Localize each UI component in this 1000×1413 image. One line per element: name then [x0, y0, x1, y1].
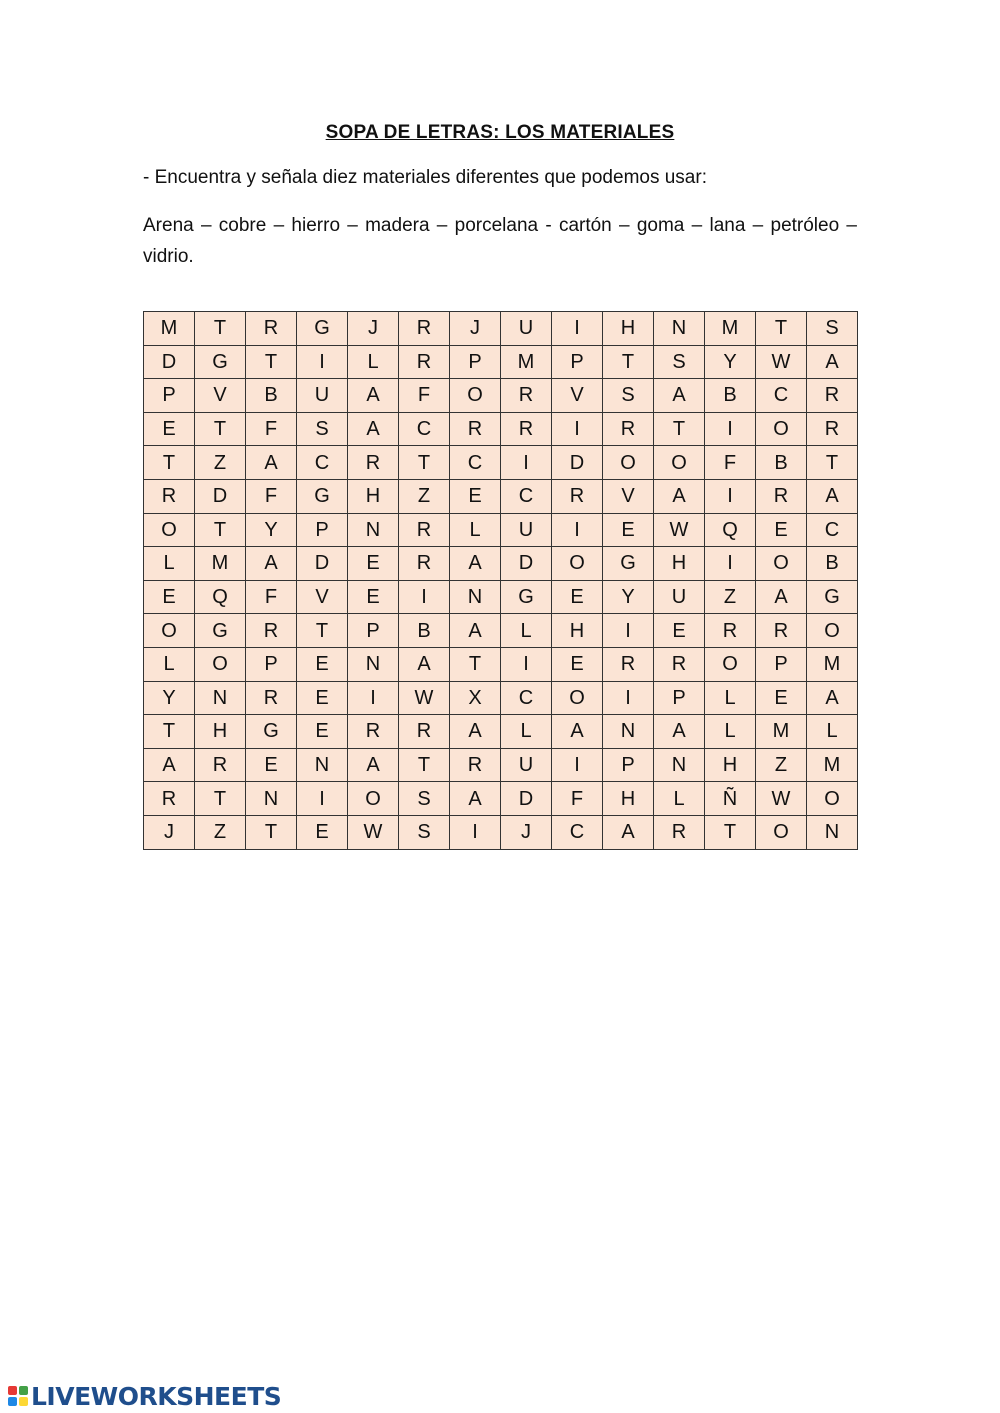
- grid-cell[interactable]: C: [399, 412, 450, 446]
- grid-cell[interactable]: Z: [705, 580, 756, 614]
- grid-cell[interactable]: R: [450, 412, 501, 446]
- grid-cell[interactable]: L: [705, 681, 756, 715]
- grid-cell[interactable]: E: [756, 513, 807, 547]
- grid-row: [144, 580, 858, 614]
- grid-cell[interactable]: V: [297, 580, 348, 614]
- grid-cell[interactable]: W: [756, 782, 807, 816]
- grid-cell[interactable]: U: [501, 312, 552, 346]
- grid-cell[interactable]: E: [552, 647, 603, 681]
- grid-cell[interactable]: P: [552, 345, 603, 379]
- grid-cell[interactable]: R: [603, 647, 654, 681]
- grid-cell[interactable]: M: [144, 312, 195, 346]
- grid-row: [144, 681, 858, 715]
- grid-cell[interactable]: S: [807, 312, 858, 346]
- grid-cell[interactable]: A: [807, 479, 858, 513]
- grid-cell[interactable]: O: [144, 513, 195, 547]
- grid-cell[interactable]: G: [501, 580, 552, 614]
- grid-cell[interactable]: D: [552, 446, 603, 480]
- grid-cell[interactable]: I: [603, 614, 654, 648]
- grid-cell[interactable]: C: [501, 681, 552, 715]
- grid-cell[interactable]: P: [654, 681, 705, 715]
- grid-cell[interactable]: A: [756, 580, 807, 614]
- grid-cell[interactable]: Ñ: [705, 782, 756, 816]
- grid-row: [144, 379, 858, 413]
- grid-cell[interactable]: E: [144, 580, 195, 614]
- grid-cell[interactable]: L: [501, 715, 552, 749]
- grid-cell[interactable]: N: [654, 312, 705, 346]
- grid-cell[interactable]: R: [399, 547, 450, 581]
- grid-row: [144, 782, 858, 816]
- grid-cell[interactable]: T: [195, 412, 246, 446]
- grid-cell[interactable]: D: [144, 345, 195, 379]
- grid-cell[interactable]: I: [297, 345, 348, 379]
- grid-cell[interactable]: D: [501, 547, 552, 581]
- grid-cell[interactable]: G: [195, 614, 246, 648]
- grid-cell[interactable]: A: [450, 715, 501, 749]
- grid-cell[interactable]: T: [246, 815, 297, 849]
- grid-row: [144, 748, 858, 782]
- grid-cell[interactable]: L: [144, 647, 195, 681]
- grid-cell[interactable]: L: [807, 715, 858, 749]
- grid-cell[interactable]: W: [348, 815, 399, 849]
- grid-cell[interactable]: E: [603, 513, 654, 547]
- word-list: Arena – cobre – hierro – madera – porcelana - cartón – goma – lana – petróleo – vidrio.: [143, 215, 857, 267]
- grid-cell[interactable]: Q: [195, 580, 246, 614]
- grid-cell[interactable]: G: [195, 345, 246, 379]
- grid-cell[interactable]: T: [756, 312, 807, 346]
- grid-cell[interactable]: A: [246, 446, 297, 480]
- grid-cell[interactable]: I: [552, 312, 603, 346]
- grid-cell[interactable]: H: [552, 614, 603, 648]
- grid-cell[interactable]: J: [501, 815, 552, 849]
- grid-cell[interactable]: P: [348, 614, 399, 648]
- grid-cell[interactable]: A: [552, 715, 603, 749]
- grid-cell[interactable]: I: [552, 748, 603, 782]
- grid-cell[interactable]: O: [756, 547, 807, 581]
- grid-cell[interactable]: G: [246, 715, 297, 749]
- grid-cell[interactable]: Z: [756, 748, 807, 782]
- grid-cell[interactable]: R: [348, 715, 399, 749]
- grid-cell[interactable]: B: [705, 379, 756, 413]
- grid-cell[interactable]: H: [348, 479, 399, 513]
- grid-cell[interactable]: J: [450, 312, 501, 346]
- grid-cell[interactable]: M: [756, 715, 807, 749]
- grid-cell[interactable]: P: [603, 748, 654, 782]
- grid-cell[interactable]: U: [501, 513, 552, 547]
- grid-cell[interactable]: G: [603, 547, 654, 581]
- grid-cell[interactable]: F: [246, 412, 297, 446]
- grid-cell[interactable]: R: [246, 312, 297, 346]
- page-title: SOPA DE LETRAS: LOS MATERIALES: [325, 122, 675, 143]
- grid-cell[interactable]: A: [144, 748, 195, 782]
- grid-cell[interactable]: R: [654, 815, 705, 849]
- grid-cell[interactable]: R: [144, 782, 195, 816]
- grid-cell[interactable]: R: [399, 513, 450, 547]
- grid-cell[interactable]: Y: [144, 681, 195, 715]
- grid-cell[interactable]: B: [756, 446, 807, 480]
- grid-cell[interactable]: O: [756, 815, 807, 849]
- grid-cell[interactable]: P: [297, 513, 348, 547]
- grid-cell[interactable]: Y: [603, 580, 654, 614]
- grid-row: [144, 479, 858, 513]
- word-search-grid: [143, 311, 858, 850]
- grid-cell[interactable]: I: [705, 547, 756, 581]
- grid-cell[interactable]: R: [399, 345, 450, 379]
- grid-cell[interactable]: H: [603, 312, 654, 346]
- grid-cell[interactable]: E: [756, 681, 807, 715]
- grid-cell[interactable]: Y: [705, 345, 756, 379]
- grid-cell[interactable]: D: [195, 479, 246, 513]
- grid-cell[interactable]: D: [501, 782, 552, 816]
- grid-cell[interactable]: U: [297, 379, 348, 413]
- grid-cell[interactable]: T: [399, 748, 450, 782]
- grid-cell[interactable]: E: [144, 412, 195, 446]
- grid-cell[interactable]: N: [807, 815, 858, 849]
- grid-cell[interactable]: I: [348, 681, 399, 715]
- grid-cell[interactable]: S: [399, 782, 450, 816]
- grid-cell[interactable]: C: [756, 379, 807, 413]
- grid-cell[interactable]: R: [552, 479, 603, 513]
- grid-cell[interactable]: A: [654, 379, 705, 413]
- grid-cell[interactable]: E: [297, 715, 348, 749]
- grid-cell[interactable]: S: [297, 412, 348, 446]
- grid-cell[interactable]: F: [705, 446, 756, 480]
- grid-cell[interactable]: U: [654, 580, 705, 614]
- grid-cell[interactable]: A: [603, 815, 654, 849]
- grid-cell[interactable]: L: [348, 345, 399, 379]
- grid-cell[interactable]: Q: [705, 513, 756, 547]
- grid-cell[interactable]: O: [552, 547, 603, 581]
- grid-cell[interactable]: Z: [195, 815, 246, 849]
- grid-row: [144, 446, 858, 480]
- grid-cell[interactable]: T: [246, 345, 297, 379]
- grid-cell[interactable]: O: [450, 379, 501, 413]
- grid-cell[interactable]: I: [297, 782, 348, 816]
- grid-cell[interactable]: O: [144, 614, 195, 648]
- grid-cell[interactable]: H: [654, 547, 705, 581]
- grid-cell[interactable]: R: [807, 379, 858, 413]
- grid-cell[interactable]: T: [195, 513, 246, 547]
- grid-cell[interactable]: A: [450, 614, 501, 648]
- grid-cell[interactable]: O: [756, 412, 807, 446]
- grid-cell[interactable]: E: [450, 479, 501, 513]
- grid-cell[interactable]: A: [654, 479, 705, 513]
- grid-cell[interactable]: O: [705, 647, 756, 681]
- grid-cell[interactable]: S: [603, 379, 654, 413]
- grid-cell[interactable]: A: [348, 379, 399, 413]
- grid-cell[interactable]: N: [603, 715, 654, 749]
- grid-cell[interactable]: G: [297, 479, 348, 513]
- grid-cell[interactable]: O: [807, 614, 858, 648]
- grid-cell[interactable]: X: [450, 681, 501, 715]
- grid-cell[interactable]: U: [501, 748, 552, 782]
- grid-cell[interactable]: T: [654, 412, 705, 446]
- grid-cell[interactable]: R: [807, 412, 858, 446]
- grid-row: [144, 547, 858, 581]
- grid-cell[interactable]: I: [501, 647, 552, 681]
- grid-cell[interactable]: O: [348, 782, 399, 816]
- grid-cell[interactable]: A: [348, 412, 399, 446]
- grid-cell[interactable]: T: [195, 312, 246, 346]
- grid-cell[interactable]: C: [297, 446, 348, 480]
- grid-cell[interactable]: M: [705, 312, 756, 346]
- grid-row: [144, 513, 858, 547]
- grid-cell[interactable]: I: [501, 446, 552, 480]
- grid-cell[interactable]: E: [552, 580, 603, 614]
- grid-cell[interactable]: E: [297, 681, 348, 715]
- grid-cell[interactable]: V: [552, 379, 603, 413]
- grid-cell[interactable]: M: [807, 647, 858, 681]
- grid-cell[interactable]: N: [654, 748, 705, 782]
- grid-cell[interactable]: M: [195, 547, 246, 581]
- grid-cell[interactable]: H: [603, 782, 654, 816]
- grid-cell[interactable]: A: [450, 547, 501, 581]
- grid-cell[interactable]: P: [756, 647, 807, 681]
- grid-cell[interactable]: R: [246, 681, 297, 715]
- grid-cell[interactable]: R: [246, 614, 297, 648]
- grid-cell[interactable]: N: [348, 647, 399, 681]
- grid-cell[interactable]: Z: [195, 446, 246, 480]
- grid-cell[interactable]: G: [807, 580, 858, 614]
- grid-cell[interactable]: I: [399, 580, 450, 614]
- grid-cell[interactable]: R: [399, 715, 450, 749]
- grid-cell[interactable]: F: [246, 580, 297, 614]
- grid-row: [144, 312, 858, 346]
- grid-cell[interactable]: I: [450, 815, 501, 849]
- grid-cell[interactable]: V: [195, 379, 246, 413]
- grid-cell[interactable]: R: [144, 479, 195, 513]
- grid-cell[interactable]: I: [705, 479, 756, 513]
- grid-cell[interactable]: N: [246, 782, 297, 816]
- grid-row: [144, 345, 858, 379]
- grid-row: [144, 815, 858, 849]
- grid-cell[interactable]: E: [297, 647, 348, 681]
- grid-cell[interactable]: J: [348, 312, 399, 346]
- grid-cell[interactable]: B: [399, 614, 450, 648]
- grid-cell[interactable]: E: [654, 614, 705, 648]
- grid-cell[interactable]: C: [450, 446, 501, 480]
- grid-cell[interactable]: O: [807, 782, 858, 816]
- grid-cell[interactable]: S: [654, 345, 705, 379]
- grid-cell[interactable]: J: [144, 815, 195, 849]
- grid-cell[interactable]: N: [297, 748, 348, 782]
- grid-cell[interactable]: L: [705, 715, 756, 749]
- grid-cell[interactable]: G: [297, 312, 348, 346]
- liveworksheets-logo: [8, 1381, 281, 1411]
- grid-cell[interactable]: R: [399, 312, 450, 346]
- grid-cell[interactable]: L: [501, 614, 552, 648]
- grid-cell[interactable]: O: [195, 647, 246, 681]
- grid-cell[interactable]: C: [807, 513, 858, 547]
- grid-cell[interactable]: A: [246, 547, 297, 581]
- grid-cell[interactable]: Y: [246, 513, 297, 547]
- grid-cell[interactable]: A: [450, 782, 501, 816]
- grid-cell[interactable]: T: [399, 446, 450, 480]
- grid-row: [144, 647, 858, 681]
- grid-cell[interactable]: R: [756, 479, 807, 513]
- grid-cell[interactable]: O: [552, 681, 603, 715]
- grid-cell[interactable]: R: [654, 647, 705, 681]
- grid-cell[interactable]: M: [501, 345, 552, 379]
- grid-cell[interactable]: N: [195, 681, 246, 715]
- grid-cell[interactable]: C: [552, 815, 603, 849]
- grid-cell[interactable]: E: [246, 748, 297, 782]
- grid-cell[interactable]: A: [348, 748, 399, 782]
- grid-cell[interactable]: A: [654, 715, 705, 749]
- grid-cell[interactable]: M: [807, 748, 858, 782]
- instruction-text: - Encuentra y señala diez materiales diferentes que podemos usar:: [143, 167, 707, 188]
- logo-text: LIVEWORKSHEETS: [31, 1381, 282, 1411]
- grid-cell[interactable]: T: [195, 782, 246, 816]
- grid-cell[interactable]: R: [603, 412, 654, 446]
- grid-cell[interactable]: R: [450, 748, 501, 782]
- grid-cell[interactable]: S: [399, 815, 450, 849]
- grid-cell[interactable]: F: [552, 782, 603, 816]
- grid-cell[interactable]: A: [807, 345, 858, 379]
- grid-cell[interactable]: T: [144, 715, 195, 749]
- grid-cell[interactable]: P: [144, 379, 195, 413]
- grid-cell[interactable]: O: [603, 446, 654, 480]
- grid-cell[interactable]: B: [807, 547, 858, 581]
- grid-cell[interactable]: I: [705, 412, 756, 446]
- grid-cell[interactable]: R: [501, 379, 552, 413]
- grid-cell[interactable]: T: [144, 446, 195, 480]
- grid-cell[interactable]: L: [144, 547, 195, 581]
- grid-cell[interactable]: F: [399, 379, 450, 413]
- grid-cell[interactable]: W: [399, 681, 450, 715]
- grid-cell[interactable]: E: [348, 547, 399, 581]
- grid-cell[interactable]: T: [705, 815, 756, 849]
- grid-cell[interactable]: D: [297, 547, 348, 581]
- grid-cell[interactable]: R: [195, 748, 246, 782]
- grid-cell[interactable]: L: [450, 513, 501, 547]
- grid-cell[interactable]: T: [807, 446, 858, 480]
- grid-cell[interactable]: R: [501, 412, 552, 446]
- grid-cell[interactable]: V: [603, 479, 654, 513]
- grid-cell[interactable]: A: [399, 647, 450, 681]
- grid-cell[interactable]: Z: [399, 479, 450, 513]
- grid-row: [144, 412, 858, 446]
- grid-cell[interactable]: N: [450, 580, 501, 614]
- grid-cell[interactable]: I: [552, 412, 603, 446]
- grid-cell[interactable]: I: [552, 513, 603, 547]
- grid-cell[interactable]: T: [450, 647, 501, 681]
- grid-cell[interactable]: P: [246, 647, 297, 681]
- grid-cell[interactable]: O: [654, 446, 705, 480]
- grid-cell[interactable]: B: [246, 379, 297, 413]
- grid-cell[interactable]: L: [654, 782, 705, 816]
- grid-cell[interactable]: R: [705, 614, 756, 648]
- grid-cell[interactable]: F: [246, 479, 297, 513]
- grid-row: [144, 715, 858, 749]
- grid-cell[interactable]: T: [297, 614, 348, 648]
- grid-cell[interactable]: H: [195, 715, 246, 749]
- grid-cell[interactable]: W: [654, 513, 705, 547]
- grid-row: [144, 614, 858, 648]
- grid-cell[interactable]: A: [807, 681, 858, 715]
- grid-cell[interactable]: C: [501, 479, 552, 513]
- grid-cell[interactable]: I: [603, 681, 654, 715]
- grid-cell[interactable]: P: [450, 345, 501, 379]
- logo-mark-icon: [8, 1386, 28, 1406]
- grid-cell[interactable]: R: [348, 446, 399, 480]
- grid-cell[interactable]: E: [348, 580, 399, 614]
- grid-cell[interactable]: T: [603, 345, 654, 379]
- grid-cell[interactable]: W: [756, 345, 807, 379]
- grid-cell[interactable]: N: [348, 513, 399, 547]
- grid-cell[interactable]: E: [297, 815, 348, 849]
- grid-cell[interactable]: R: [756, 614, 807, 648]
- grid-cell[interactable]: H: [705, 748, 756, 782]
